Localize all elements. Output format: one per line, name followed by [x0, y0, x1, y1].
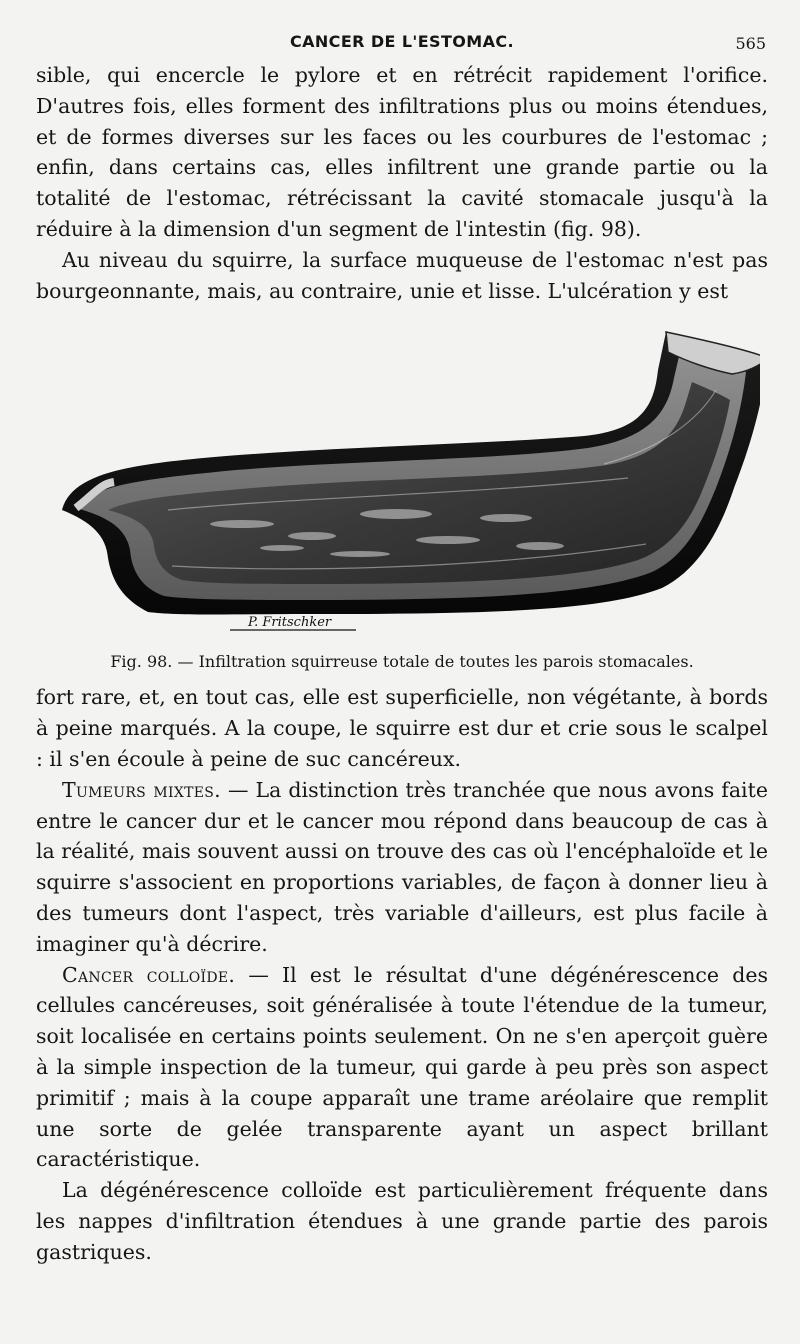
- figure-98: [36, 312, 768, 672]
- section-label-cancer-colloide: Cancer colloïde.: [62, 962, 236, 987]
- paragraph-5: [36, 960, 768, 1176]
- paragraph-3: fort rare, et, en tout cas, elle est superficielle, non végétante, à bords à peine marqués. A la coupe, le squirre est dur et crie sous le scalpel : il s'en écoule à peine de suc cancéreux.: [36, 685, 768, 771]
- running-header: [36, 28, 768, 56]
- figure-caption: Fig. 98. — Infiltration squirreuse totale de toutes les parois stomacales.: [110, 652, 694, 672]
- paragraph-2: Au niveau du squirre, la surface muqueuse de l'estomac n'est pas bourgeonnante, mais, au contraire, unie et lisse. L'ulcération y est: [36, 247, 768, 303]
- signature-text: P. Fritschker: [248, 615, 332, 631]
- paragraph-1: sible, qui encercle le pylore et en rétrécit rapidement l'orifice. D'autres fois, elles forment des infiltrations plus ou moins étendues, et de formes diverses sur les faces ou les courbures de l'estomac ; enfin, dans certains cas, elles infiltrent une grande partie ou la totalité de l'estomac, rétrécissant la cavité stomacale jusqu'à la réduire à la dimension d'un segment de l'intestin (fig. 98).: [36, 63, 768, 241]
- figure-signature: [230, 615, 356, 630]
- page-number: 565: [735, 34, 766, 53]
- section-label-tumeurs-mixtes: Tumeurs mixtes.: [62, 777, 221, 802]
- paragraph-5-text: — Il est le résultat d'une dégénérescence des cellules cancéreuses, soit généralisée à toute l'étendue de la tumeur, soit localisée en certains points seulement. On ne s'en aperçoit guère à la simple inspection de la tumeur, qui garde à peu près son aspect primitif ; mais à la coupe apparaît une trame aréolaire que remplit une sorte de gelée transparente ayant un aspect brillant caractéristique.: [36, 962, 768, 1172]
- stomach-section-illustration: [56, 312, 760, 650]
- paragraph-6: La dégénérescence colloïde est particulièrement fréquente dans les nappes d'infiltration étendues à une grande partie des parois gastriques.: [36, 1178, 768, 1264]
- running-title: CANCER DE L'ESTOMAC.: [289, 32, 515, 51]
- paragraph-4: [36, 775, 768, 960]
- paragraph-4-text: — La distinction très tranchée que nous avons faite entre le cancer dur et le cancer mou répond dans beaucoup de cas à la réalité, mais souvent aussi on trouve des cas où l'encéphaloïde et le squirre s'associent en proportions variables, de façon à donner lieu à des tumeurs dont l'aspect, très variable d'ailleurs, est plus facile à imaginer qu'à décrire.: [36, 777, 768, 956]
